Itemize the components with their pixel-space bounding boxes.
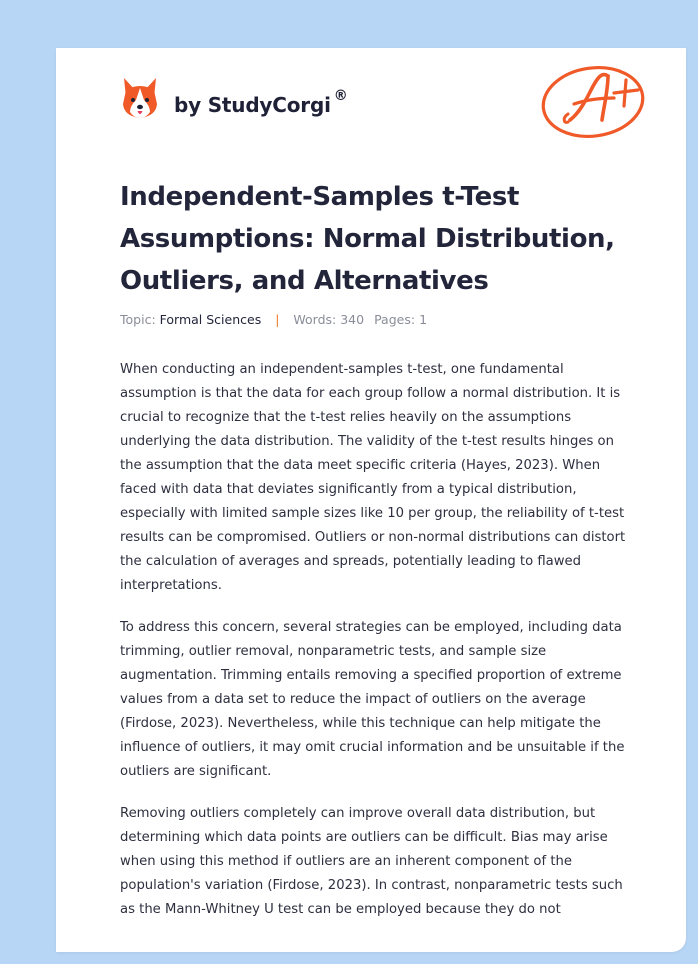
registered-mark: ®: [333, 88, 348, 104]
words-value: 340: [340, 312, 365, 327]
document-meta: [120, 312, 427, 327]
document-page: [56, 48, 686, 952]
words-label: Words:: [293, 312, 337, 327]
brand-header[interactable]: [120, 76, 348, 120]
body-paragraph-3: Removing outliers completely can improve overall data distribution, but determining which data points are outliers can be difficult. Bias may arise when using this method if outliers are an inherent component of the population's variation (Firdose, 2023). In contrast, nonparametric tests such as the Mann-Whitney U test can be employed because they do not: [120, 806, 623, 917]
pages-label: Pages:: [374, 312, 416, 327]
body-paragraph-2: To address this concern, several strategies can be employed, including data trimming, outlier removal, nonparametric tests, and sample size augmentation. Trimming entails removing a specified proportion of extreme values from a data set to reduce the impact of outliers on the average (Firdose, 2023). Nevertheless, while this technique can help mitigate the influence of outliers, it may omit crucial information and be unsuitable if the outliers are significant.: [120, 620, 625, 779]
topic-link[interactable]: Formal Sciences: [159, 312, 262, 327]
topic-label: Topic:: [120, 312, 156, 327]
pages-value: 1: [419, 312, 428, 327]
meta-separator: |: [275, 312, 280, 327]
page-title: Independent-Samples t-Test Assumptions: Normal Distribution, Outliers, and Alternatives: [120, 182, 615, 296]
body-paragraph-1: When conducting an independent-samples t-test, one fundamental assumption is that the data for each group follow a normal distribution. It is crucial to recognize that the t-test relies heavily on the assumptions underlying the data distribution. The validity of the t-test results hinges on the assumption that the data meet specific criteria (Hayes, 2023). When faced with data that deviates significantly from a typical distribution, especially with limited sample sizes like 10 per group, the reliability of t-test results can be compromised. Outliers or non-normal distributions can distort the calculation of averages and spreads, potentially leading to flawed interpretations.: [120, 362, 626, 593]
a-plus-grade-icon: [538, 58, 650, 142]
brand-name: by StudyCorgi: [174, 93, 331, 117]
corgi-logo-icon: [120, 76, 160, 120]
document-body: [120, 358, 632, 940]
